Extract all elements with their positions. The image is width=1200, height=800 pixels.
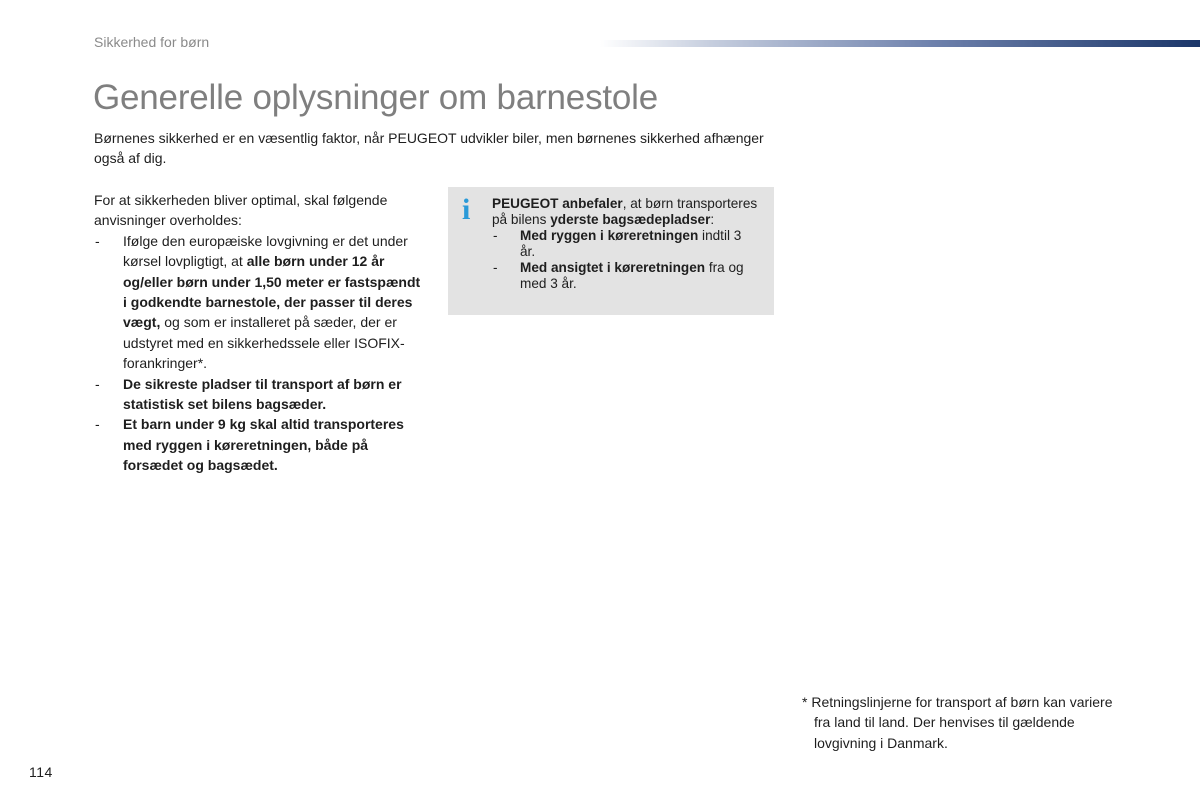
list-item-text: og som er installeret på sæder, der er udstyret med en sikkerhedssele eller ISOFIX-forankringer*. (123, 314, 405, 372)
info-list-text: fra og med 3 år. (520, 260, 744, 291)
info-icon: i (462, 193, 471, 226)
intro-paragraph: Børnenes sikkerhed er en væsentlig faktor, når PEUGEOT udvikler biler, men børnenes sikkerhed afhænger også af dig. (94, 130, 764, 166)
footnote-text: * Retningslinjerne for transport af børn kan variere fra land til land. Der henvises til gældende lovgivning i Danmark. (802, 694, 1113, 751)
info-text-part: , at børn transporteres på bilens (492, 196, 758, 227)
left-column (94, 190, 426, 476)
page-title: Generelle oplysninger om barnestole (93, 78, 658, 117)
info-list-item (492, 260, 760, 292)
list-item-emphasis: alle børn under 12 år og/eller børn under 1,50 meter er fastspændt i godkendte barnestole, der passer til deres vægt, (123, 253, 421, 331)
info-brand-recommends: PEUGEOT anbefaler (492, 196, 623, 211)
info-list-emphasis: Med ryggen i køreretningen (520, 228, 699, 243)
list-item (94, 414, 426, 475)
info-emphasis: yderste bagsædepladser (550, 212, 711, 227)
info-list (492, 228, 760, 292)
page-number: 114 (29, 764, 53, 780)
info-list-text: indtil 3 år. (520, 228, 742, 259)
info-box (448, 187, 774, 315)
list-item (94, 374, 426, 415)
header-bar (600, 40, 1200, 47)
section-label: Sikkerhed for børn (94, 34, 210, 50)
list-item (94, 231, 426, 374)
list-item-text: Ifølge den europæiske lovgivning er det under kørsel lovpligtigt, at (123, 232, 408, 270)
footnote (802, 692, 1122, 753)
info-text-part: : (710, 212, 715, 227)
list-item-emphasis: De sikreste pladser til transport af børn er statistisk set bilens bagsæder. (123, 375, 402, 413)
info-list-emphasis: Med ansigtet i køreretningen (520, 260, 706, 275)
safety-list (94, 231, 426, 476)
left-lead: For at sikkerheden bliver optimal, skal følgende anvisninger overholdes: (94, 192, 388, 229)
info-text (492, 196, 760, 228)
list-item-emphasis: Et barn under 9 kg skal altid transporteres med ryggen i køreretningen, både på forsædet og bagsædet. (123, 416, 404, 474)
info-list-item (492, 228, 760, 260)
